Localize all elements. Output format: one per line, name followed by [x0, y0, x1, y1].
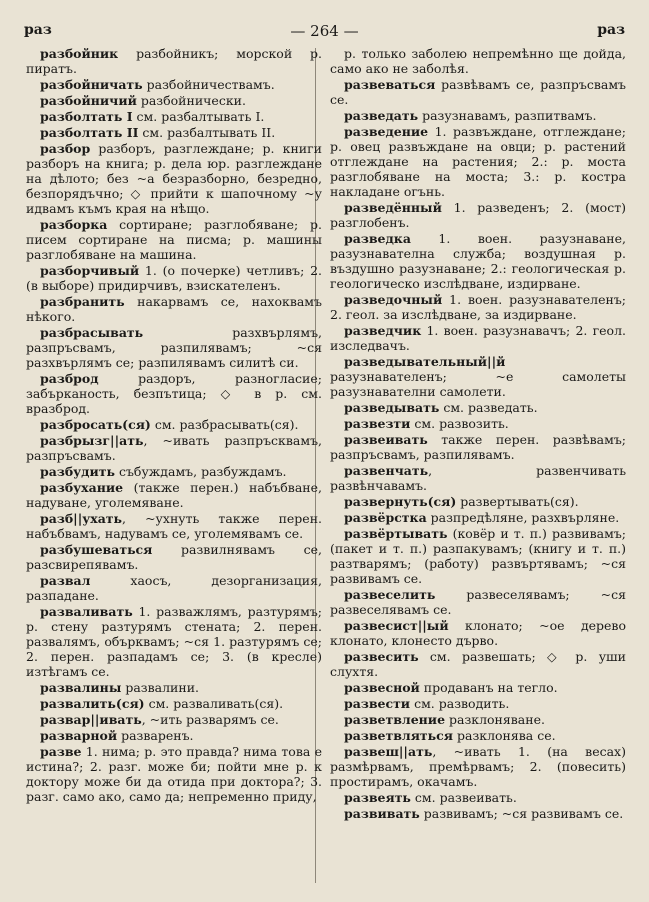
dictionary-entry: [26, 604, 322, 679]
dictionary-entry: [330, 416, 626, 431]
entry-definition: клонато; ~ое дерево клонато, клонесто дърво.: [330, 618, 626, 648]
entry-definition: накарвамъ се, нахоквамъ нѣкого.: [26, 294, 322, 324]
entry-definition: 1. нима; р. это правда? нима това е истина?; 2. разг. може би; пойти мне р. к доктору може би да отида при доктора?; 3. разг. само ако, само да; непременно приду,: [26, 744, 322, 804]
entry-definition: 1. разважлямъ, разтурямъ; р. стену разтурямъ стената; 2. перен. развалямъ, обърквамъ; ~ся 1. разтурямъ се; 2. перен. разпадамъ се; 3. (в кресле) изтѣгамъ се.: [26, 604, 322, 679]
entry-headword: развезти: [344, 416, 411, 431]
entry-definition: разхвърлямъ, разпръсвамъ, разпилявамъ; ~ся разхвърлямъ се; разпилявамъ силитѣ си.: [26, 325, 322, 370]
dictionary-entry: [330, 712, 626, 727]
left-column: [26, 46, 322, 892]
dictionary-entry: [26, 417, 322, 432]
dictionary-entry: [26, 93, 322, 108]
entry-headword: разведённый: [344, 200, 442, 215]
entry-definition: хаосъ, дезорганизация, разпадане.: [26, 573, 322, 603]
dictionary-entry: [26, 480, 322, 510]
entry-headword: разбухание: [40, 480, 124, 495]
entry-definition: 1. разведенъ; 2. (мост) разглобенъ.: [330, 200, 626, 230]
entry-definition: (ковёр и т. п.) развивамъ; (пакет и т. п.) разпакувамъ; (книгу и т. п.) разтварямъ; (работу) развъртявамъ; ~ся развивамъ се.: [330, 526, 626, 586]
entry-headword: разболтать I: [40, 109, 133, 124]
entry-headword: разборка: [40, 217, 108, 232]
dictionary-entry: [26, 77, 322, 92]
entry-definition: см. разведать.: [439, 400, 538, 415]
dictionary-entry: [330, 463, 626, 493]
entry-definition: събуждамъ, разбуждамъ.: [115, 464, 287, 479]
entry-headword: разбросать(ся): [40, 417, 151, 432]
entry-definition: разборъ, разглеждане; р. книги разборъ на книга; р. дела юр. разглеждане на дѣлото; без ~а безразборно, безредно, безпорядъчно; ◇ прийти к шапочному ~у идвамъ къмъ края на нѣщо.: [26, 141, 322, 216]
entry-definition: , развенчивать развѣнчавамъ.: [330, 463, 626, 493]
dictionary-entry: [26, 125, 322, 140]
entry-definition: , ~ить разварямъ се.: [141, 712, 279, 727]
entry-definition: см. разбрасывать(ся).: [150, 417, 299, 432]
dictionary-entry: [330, 587, 626, 617]
entry-definition: разузнавателенъ; ~е самолеты разузнавателни самолети.: [330, 369, 626, 399]
entry-headword: развеселить: [344, 587, 436, 602]
entry-headword: разбойничать: [40, 77, 143, 92]
entry-headword: разбушеваться: [40, 542, 153, 557]
header-left-guideword: раз: [24, 22, 52, 38]
dictionary-entry: [26, 217, 322, 262]
dictionary-entry: [26, 542, 322, 572]
entry-definition: разклоняване.: [445, 712, 545, 727]
dictionary-entry: [26, 680, 322, 695]
dictionary-entry: [330, 400, 626, 415]
dictionary-entry: [330, 744, 626, 789]
dictionary-entry: [330, 806, 626, 821]
dictionary-entry: [26, 433, 322, 463]
entry-headword: разбор: [40, 141, 91, 156]
dictionary-entry: [330, 124, 626, 199]
entry-headword: разборчивый: [40, 263, 140, 278]
dictionary-entry: [26, 511, 322, 541]
entry-definition: , ~ухнуть также перен. набъбвамъ, надувамъ се, уголемявамъ се.: [26, 511, 322, 541]
dictionary-entry: [26, 696, 322, 711]
dictionary-entry: [26, 573, 322, 603]
entry-headword: разведать: [344, 108, 419, 123]
entry-definition: раздоръ, разногласие; забърканость, безпътица; ◇ в р. см. вразброд.: [26, 371, 322, 416]
entry-headword: разветвление: [344, 712, 446, 727]
dictionary-entry: [26, 325, 322, 370]
entry-headword: разведочный: [344, 292, 443, 307]
entry-definition: см. развозить.: [410, 416, 509, 431]
entry-headword: разбранить: [40, 294, 125, 309]
dictionary-entry: [330, 354, 626, 399]
entry-headword: развенчать: [344, 463, 429, 478]
entry-definition: сортиране; разглобяване; р. писем сортиране на писма; р. машины разглобяване на машина.: [26, 217, 322, 262]
dictionary-entry: [26, 728, 322, 743]
page-number: — 264 —: [290, 22, 359, 40]
dictionary-entry: [330, 46, 626, 76]
entry-definition: разузнавамъ, разпитвамъ.: [418, 108, 597, 123]
entry-definition: разваренъ.: [117, 728, 194, 743]
entry-headword: разве: [40, 744, 82, 759]
entry-definition: (также перен.) набъбване, надуване, уголемяване.: [26, 480, 322, 510]
entry-definition: разбойничествамъ.: [142, 77, 275, 92]
entry-headword: развеш||ать: [344, 744, 433, 759]
entry-headword: разведывательный||й: [344, 354, 506, 369]
entry-definition: развилнявамъ се, разсвирепявамъ.: [26, 542, 322, 572]
dictionary-entry: [26, 712, 322, 727]
entry-definition: разпредѣляне, разхвърляне.: [426, 510, 620, 525]
entry-definition: разбойникъ; морской р. пиратъ.: [26, 46, 322, 76]
entry-headword: разболтать II: [40, 125, 139, 140]
dictionary-entry: [330, 728, 626, 743]
dictionary-entry: [330, 231, 626, 291]
entry-headword: развеять: [344, 790, 411, 805]
entry-headword: развесист||ый: [344, 618, 449, 633]
dictionary-entry: [330, 526, 626, 586]
entry-headword: развесить: [344, 649, 419, 664]
entry-headword: разветвляться: [344, 728, 454, 743]
entry-definition: , ~ивать 1. (на весах) размѣрвамъ, премѣрвамъ; 2. (повесить) простирамъ, окачамъ.: [330, 744, 626, 789]
entry-definition: 1. воен. разузнавачъ; 2. геол. изследвачъ.: [330, 323, 626, 353]
entry-headword: разбрызг||ать: [40, 433, 144, 448]
entry-definition: , ~ивать разпръсквамъ, разпръсвамъ.: [26, 433, 322, 463]
entry-definition: также перен. развѣвамъ; разпръсвамъ, разпилявамъ.: [330, 432, 626, 462]
entry-headword: разбудить: [40, 464, 115, 479]
entry-headword: разваливать: [40, 604, 133, 619]
dictionary-entry: [330, 200, 626, 230]
entry-headword: развеивать: [344, 432, 428, 447]
dictionary-entry: [26, 46, 322, 76]
entry-headword: разбрасывать: [40, 325, 144, 340]
entry-headword: разб||ухать: [40, 511, 123, 526]
entry-headword: развивать: [344, 806, 420, 821]
entry-definition: разклонява се.: [453, 728, 556, 743]
dictionary-entry: [330, 292, 626, 322]
entry-definition: см. разваливать(ся).: [144, 696, 284, 711]
entry-headword: разведка: [344, 231, 411, 246]
entry-headword: развалины: [40, 680, 122, 695]
entry-definition: развивамъ; ~ся развивамъ се.: [419, 806, 624, 821]
entry-definition: см. развеивать.: [410, 790, 517, 805]
entry-headword: развёртывать: [344, 526, 448, 541]
dictionary-entry: [26, 464, 322, 479]
entry-definition: см. разбалтывать I.: [132, 109, 265, 124]
dictionary-entry: [26, 294, 322, 324]
entry-headword: разброд: [40, 371, 99, 386]
entry-definition: развалини.: [121, 680, 200, 695]
page-header: [24, 22, 625, 44]
entry-definition: продаванъ на тегло.: [419, 680, 558, 695]
entry-headword: разбойничий: [40, 93, 137, 108]
entry-headword: развести: [344, 696, 411, 711]
dictionary-entry: [26, 371, 322, 416]
header-right-guideword: раз: [597, 22, 625, 38]
entry-definition: см. разводить.: [410, 696, 510, 711]
entry-definition: 1. развъждане, отглеждане; р. овец развъждане на овци; р. растений отглеждане на растения; 2.: р. моста разглобяване на моста; 3.: р. костра накладане огънь.: [330, 124, 626, 199]
entry-headword: разбойник: [40, 46, 119, 61]
dictionary-entry: [26, 263, 322, 293]
entry-headword: развернуть(ся): [344, 494, 457, 509]
entry-definition: р. только заболею непремѣнно ще дойда, само ако не заболѣя.: [330, 46, 626, 76]
entry-definition: развертывать(ся).: [456, 494, 579, 509]
entry-definition: развѣвамъ се, разпръсвамъ се.: [330, 77, 626, 107]
dictionary-entry: [330, 323, 626, 353]
dictionary-entry: [330, 432, 626, 462]
entry-definition: развеселявамъ; ~ся развеселявамъ се.: [330, 587, 626, 617]
entry-headword: развал: [40, 573, 91, 588]
entry-definition: разбойнически.: [136, 93, 246, 108]
dictionary-entry: [330, 77, 626, 107]
dictionary-entry: [330, 510, 626, 525]
entry-headword: развеваться: [344, 77, 436, 92]
entry-headword: разведывать: [344, 400, 440, 415]
dictionary-entry: [330, 618, 626, 648]
dictionary-entry: [330, 680, 626, 695]
dictionary-entry: [330, 790, 626, 805]
dictionary-entry: [330, 649, 626, 679]
entry-headword: развесной: [344, 680, 420, 695]
entry-definition: см. разбалтывать II.: [138, 125, 276, 140]
entry-headword: разварной: [40, 728, 118, 743]
entry-headword: развёрстка: [344, 510, 427, 525]
entry-headword: разведение: [344, 124, 429, 139]
entry-definition: 1. (о почерке) четливъ; 2. (в выборе) придирчивъ, взискателенъ.: [26, 263, 322, 293]
dictionary-entry: [330, 494, 626, 509]
entry-headword: развар||ивать: [40, 712, 142, 727]
entry-definition: см. развешать; ◇ р. уши слухтя.: [330, 649, 626, 679]
entry-headword: разведчик: [344, 323, 422, 338]
dictionary-entry: [330, 108, 626, 123]
dictionary-entry: [330, 696, 626, 711]
entry-definition: 1. воен. разузнавателенъ; 2. геол. за изслѣдване, за издирване.: [330, 292, 626, 322]
entry-headword: развалить(ся): [40, 696, 145, 711]
dictionary-entry: [26, 744, 322, 804]
right-column: [330, 46, 626, 892]
entry-definition: 1. воен. разузнаване, разузнавателна служба; воздушная р. въздушно разузнаване; 2.: геологическая р. геологическо изслѣдване, издирване.: [330, 231, 626, 291]
dictionary-entry: [26, 109, 322, 124]
dictionary-entry: [26, 141, 322, 216]
